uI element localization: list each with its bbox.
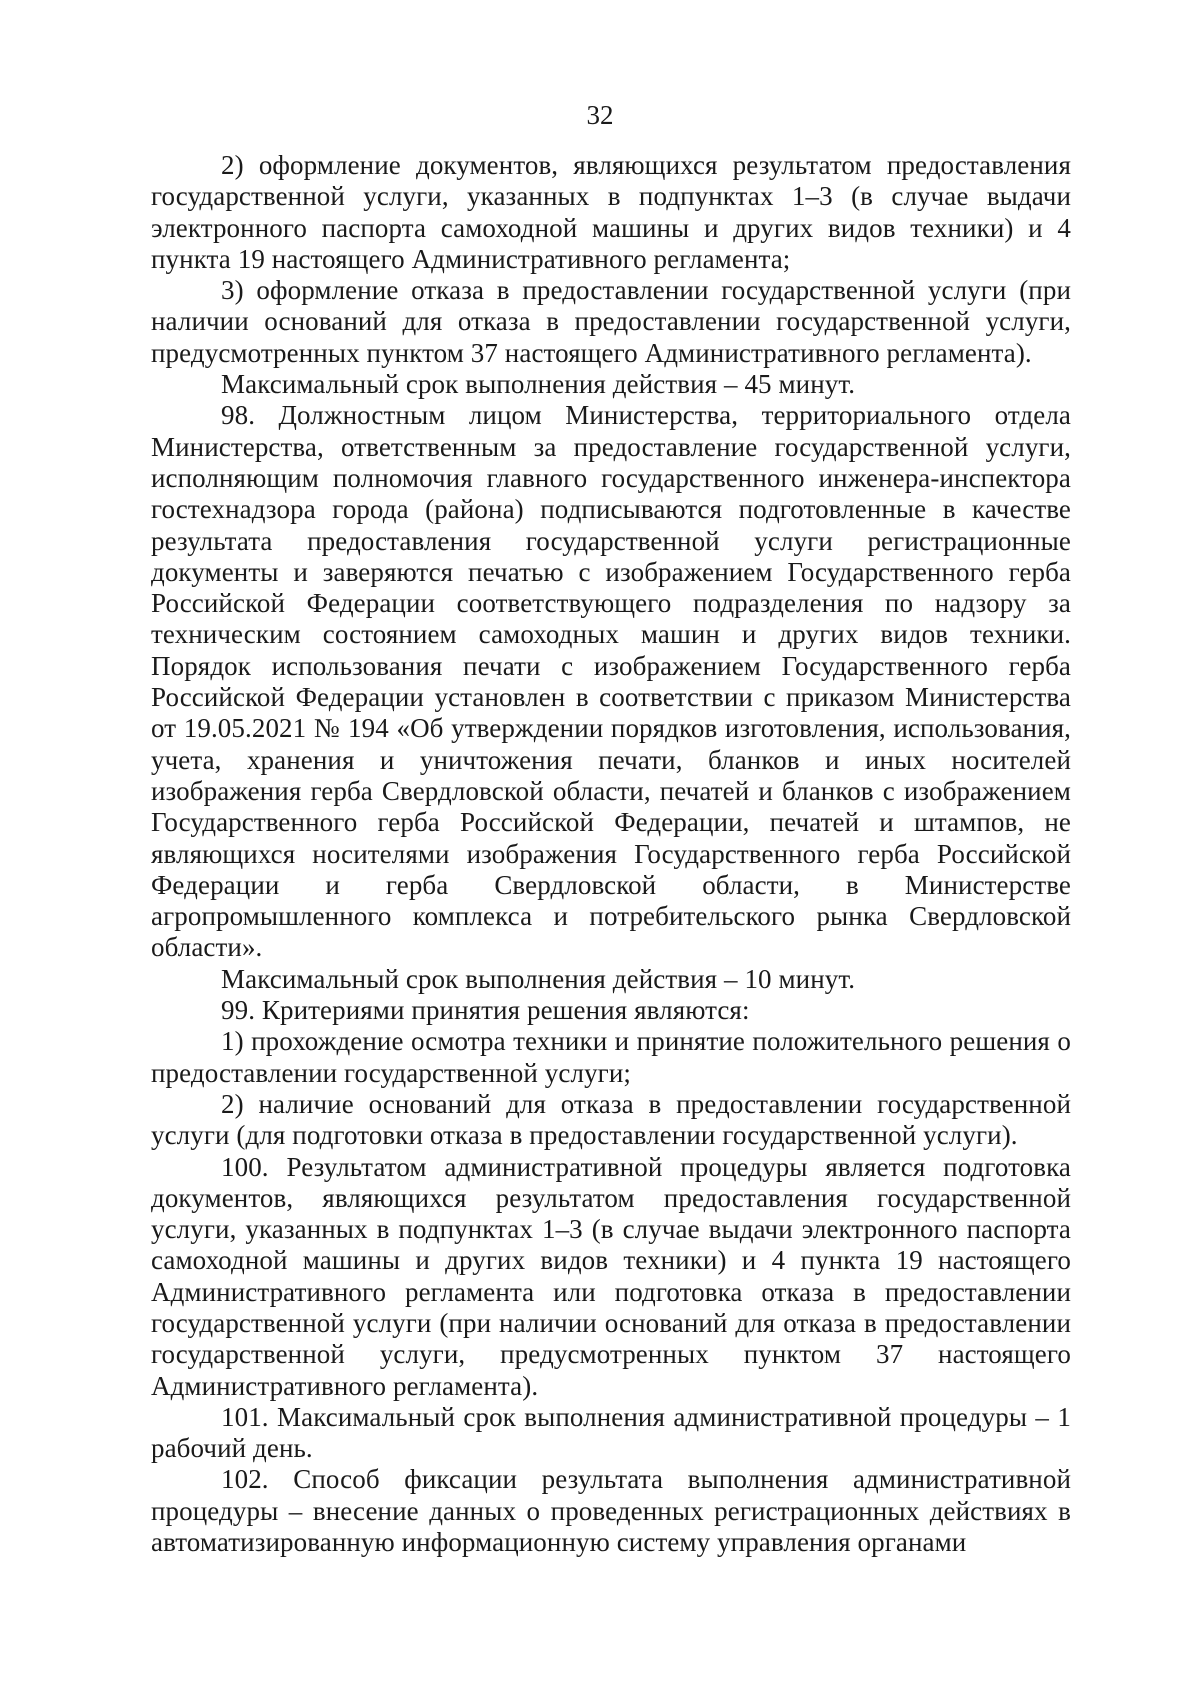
page-number: 32 xyxy=(586,100,614,130)
paragraph-max-time-45: Максимальный срок выполнения действия – 45 минут. xyxy=(221,369,856,400)
paragraph-102: 102. Способ фиксации результата выполнения административной процедуры – внесение данных о проведенных регистрационных действиях в автоматизированную информационную систему управления органами xyxy=(151,1464,1071,1558)
paragraph-101: 101. Максимальный срок выполнения административной процедуры – 1 рабочий день. xyxy=(151,1401,1071,1464)
paragraph-99: 99. Критериями принятия решения являются: xyxy=(221,995,750,1026)
paragraph-item-3-refusal: 3) оформление отказа в предоставлении государственной услуги (при наличии оснований для отказа в предоставлении государственной услуги, предусмотренных пунктом 37 настоящего Административного регламента). xyxy=(151,275,1071,368)
document-body xyxy=(151,150,1071,1558)
paragraph-100: 100. Результатом административной процедуры является подготовка документов, являющихся результатом предоставления государственной услуги, указанных в подпунктах 1–3 (в случае выдачи электронного паспорта самоходной машины и других видов техники) и 4 пункта 19 настоящего Административного регламента или подготовка отказа в предоставлении государственной услуги (при наличии оснований для отказа в предоставлении государственной услуги, предусмотренных пунктом 37 настоящего Административного регламента). xyxy=(151,1151,1071,1401)
paragraph-99-item-1: 1) прохождение осмотра техники и принятие положительного решения о предоставлении государственной услуги; xyxy=(151,1026,1071,1088)
paragraph-item-2-formalization: 2) оформление документов, являющихся результатом предоставления государственной услуги, указанных в подпунктах 1–3 (в случае выдачи электронного паспорта самоходной машины и других видов техники) и 4 пункта 19 настоящего Административного регламента; xyxy=(151,150,1071,274)
paragraph-98: 98. Должностным лицом Министерства, территориального отдела Министерства, ответственным за предоставление государственной услуги, исполняющим полномочия главного государственного инженера-инспектора гостехнадзора города (района) подписываются подготовленные в качестве результата предоставления государственной услуги регистрационные документы и заверяются печатью с изображением Государственного герба Российской Федерации соответствующего подразделения по надзору за техническим состоянием самоходных машин и других видов техники. Порядок использования печати с изображением Государственного герба Российской Федерации установлен в соответствии с приказом Министерства от 19.05.2021 № 194 «Об утверждении порядков изготовления, использования, учета, хранения и уничтожения печати, бланков и иных носителей изображения герба Свердловской области, печатей и бланков с изображением Государственного герба Российской Федерации, печатей и штампов, не являющихся носителями изображения Государственного герба Российской Федерации и герба Свердловской области, в Министерстве агропромышленного комплекса и потребительского рынка Свердловской области». xyxy=(151,400,1071,963)
paragraph-max-time-10: Максимальный срок выполнения действия – 10 минут. xyxy=(221,963,856,994)
paragraph-99-item-2: 2) наличие оснований для отказа в предоставлении государственной услуги (для подготовки отказа в предоставлении государственной услуги). xyxy=(151,1088,1071,1151)
